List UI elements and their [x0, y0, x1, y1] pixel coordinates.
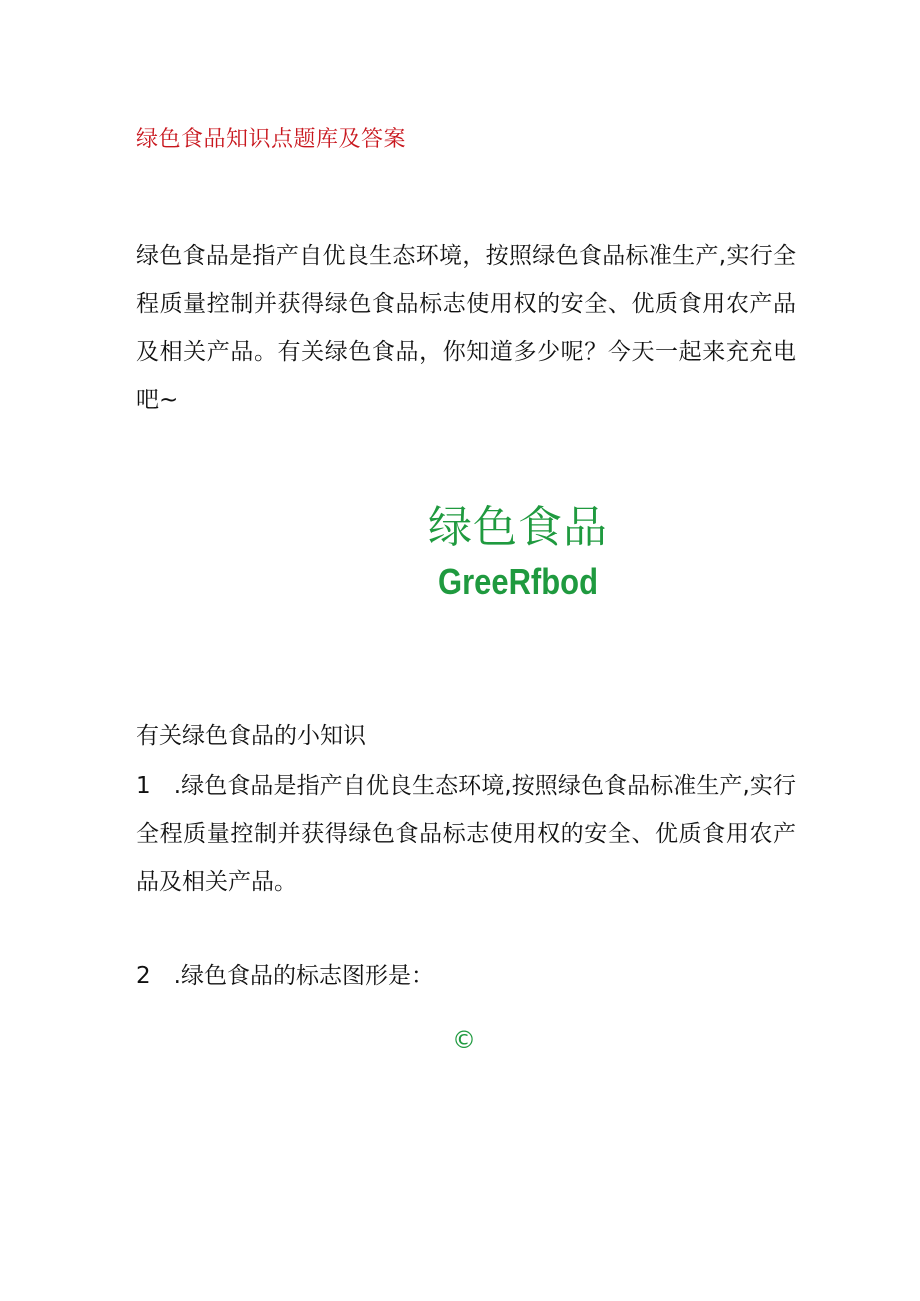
intro-paragraph: 绿色食品是指产自优良生态环境，按照绿色食品标准生产,实行全程质量控制并获得绿色食品标志使用权的安全、优质食用农产品及相关产品。有关绿色食品，你知道多少呢？今天一起来充充电吧~	[136, 243, 796, 413]
green-food-logo	[400, 500, 636, 604]
section-heading: 有关绿色食品的小知识	[136, 723, 366, 749]
green-food-mark-icon: ©	[452, 1026, 476, 1054]
list-item-1: 1 .绿色食品是指产自优良生态环境,按照绿色食品标准生产,实行全程质量控制并获得绿色食品标志使用权的安全、优质食用农产品及相关产品。	[136, 773, 796, 895]
page-title: 绿色食品知识点题库及答案	[136, 127, 407, 152]
list-item-2: 2 .绿色食品的标志图形是：	[136, 963, 434, 989]
logo-chinese-text: 绿色食品	[428, 502, 608, 553]
logo-english-text: GreeRfbod	[438, 561, 598, 602]
